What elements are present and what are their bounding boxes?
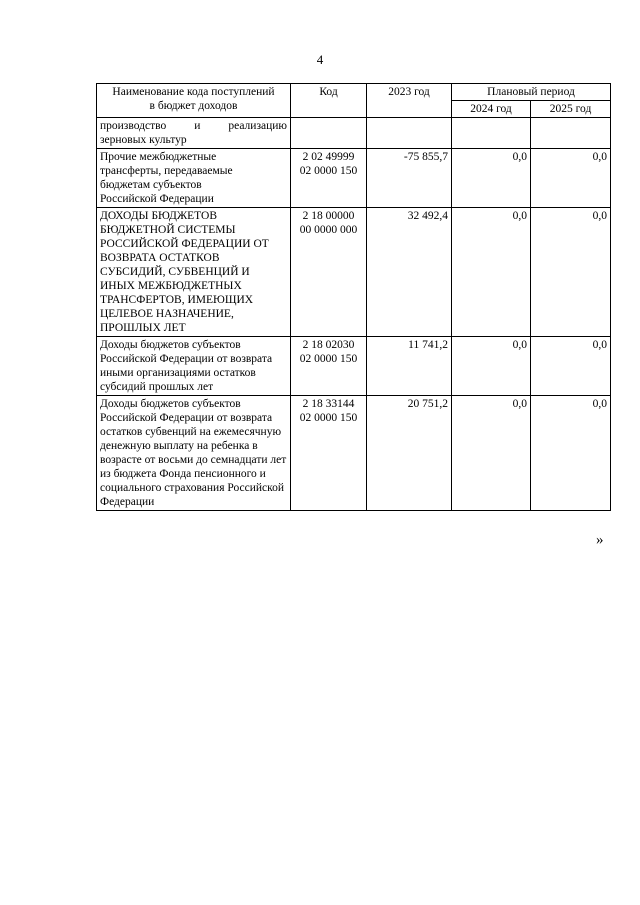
row-name: Доходы бюджетов субъектов Российской Федерации от возврата иными организациями остатков субсидий прошлых лет: [97, 337, 291, 396]
row-name: Прочие межбюджетные трансферты, передаваемые бюджетам субъектов Российской Федерации: [97, 149, 291, 208]
table-row: [97, 149, 611, 208]
row-code: [291, 396, 367, 511]
row-value-2024: 0,0: [452, 149, 531, 208]
table-row: [97, 118, 611, 149]
row-value-2024: [452, 118, 531, 149]
row-name: [97, 118, 291, 149]
row-name: Доходы бюджетов субъектов Российской Федерации от возврата остатков субвенций на ежемесячную денежную выплату на ребенка в возрасте от восьми до семнадцати лет из бюджета Фонда пенсионного и социального страхования Российской Федерации: [97, 396, 291, 511]
page-number: 4: [316, 52, 324, 67]
header-name: [97, 84, 291, 118]
header-year-2025: 2025 год: [531, 101, 611, 118]
row-code-line2: 02 0000 150: [299, 412, 358, 424]
row-code-line1: 2 02 49999: [302, 151, 355, 163]
row-value-2023: 11 741,2: [367, 337, 452, 396]
row-value-2025: 0,0: [531, 149, 611, 208]
table-row: [97, 208, 611, 337]
row-value-2024: 0,0: [452, 208, 531, 337]
table-row: [97, 396, 611, 511]
row-code-line2: 00 0000 000: [299, 224, 358, 236]
header-code: Код: [291, 84, 367, 118]
table-row: [97, 337, 611, 396]
row-value-2024: 0,0: [452, 337, 531, 396]
row-value-2025: 0,0: [531, 208, 611, 337]
row-code-line2: 02 0000 150: [299, 165, 358, 177]
row-name: ДОХОДЫ БЮДЖЕТОВ БЮДЖЕТНОЙ СИСТЕМЫ РОССИЙСКОЙ ФЕДЕРАЦИИ ОТ ВОЗВРАТА ОСТАТКОВ СУБСИДИЙ, СУБВЕНЦИЙ И ИНЫХ МЕЖБЮДЖЕТНЫХ ТРАНСФЕРТОВ, ИМЕЮЩИХ ЦЕЛЕВОЕ НАЗНАЧЕНИЕ, ПРОШЛЫХ ЛЕТ: [97, 208, 291, 337]
row-code: [291, 208, 367, 337]
header-plan-period: Плановый период: [452, 84, 611, 101]
row-code-line1: 2 18 00000: [302, 210, 355, 222]
row-code: [291, 337, 367, 396]
row-value-2023: 32 492,4: [367, 208, 452, 337]
row-value-2025: 0,0: [531, 337, 611, 396]
budget-table: [96, 83, 611, 511]
closing-quote-mark: »: [596, 532, 604, 548]
row-value-2023: -75 855,7: [367, 149, 452, 208]
row-code: [291, 149, 367, 208]
row-code-line1: 2 18 33144: [302, 398, 355, 410]
row-value-2025: 0,0: [531, 396, 611, 511]
row-name-line1: производство и реализацию: [100, 120, 287, 132]
header-year-2023: 2023 год: [367, 84, 452, 118]
row-code: [291, 118, 367, 149]
row-value-2023: [367, 118, 452, 149]
row-code-line2: 02 0000 150: [299, 353, 358, 365]
header-name-line1: Наименование кода поступлений: [112, 86, 275, 98]
header-name-line2: в бюджет доходов: [149, 100, 238, 112]
row-name-line2: зерновых культур: [100, 134, 187, 146]
row-value-2025: [531, 118, 611, 149]
row-value-2023: 20 751,2: [367, 396, 452, 511]
row-value-2024: 0,0: [452, 396, 531, 511]
row-code-line1: 2 18 02030: [302, 339, 355, 351]
header-year-2024: 2024 год: [452, 101, 531, 118]
